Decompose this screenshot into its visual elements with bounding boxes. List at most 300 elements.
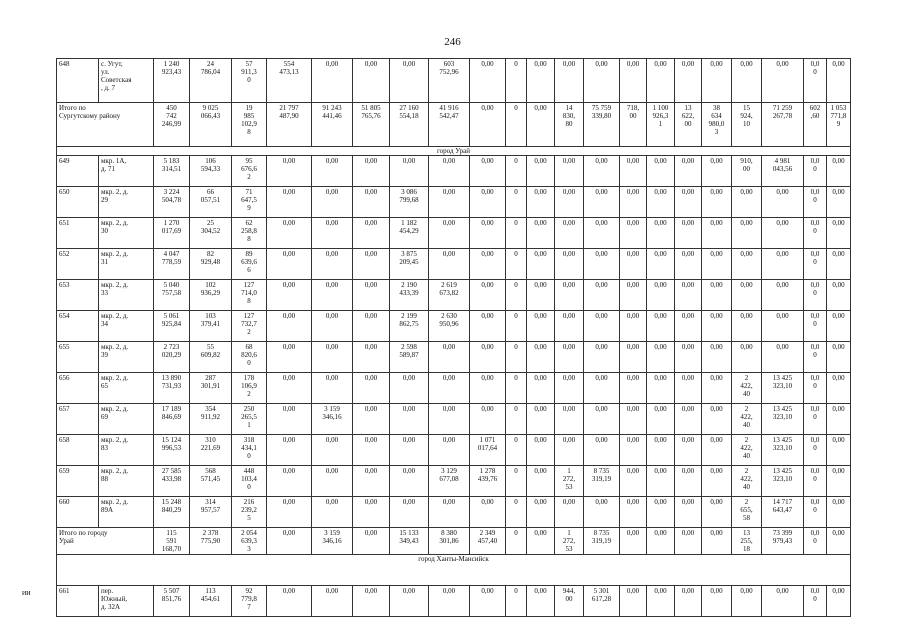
value-cell: 4 047 778,59: [154, 249, 190, 280]
value-cell: 0,00: [827, 373, 851, 404]
value-cell: 0,00: [312, 156, 353, 187]
footer-mark: ии: [22, 588, 31, 597]
value-cell: 19 985 102,9 8: [232, 103, 267, 147]
row-number-cell: 648: [57, 59, 99, 103]
value-cell: 0,00: [470, 59, 506, 103]
value-cell: 0,00: [732, 280, 762, 311]
value-cell: 718, 00: [620, 103, 647, 147]
value-cell: 0,0 0: [804, 156, 827, 187]
value-cell: 568 571,45: [190, 466, 232, 497]
value-cell: 0,00: [732, 249, 762, 280]
value-cell: 0,00: [647, 59, 675, 103]
value-cell: 0,00: [584, 249, 620, 280]
value-cell: 62 258,8 8: [232, 218, 267, 249]
value-cell: 0,00: [827, 249, 851, 280]
value-cell: 0,00: [353, 280, 390, 311]
value-cell: 0,00: [470, 103, 506, 147]
value-cell: 0,00: [702, 404, 732, 435]
value-cell: 0,00: [762, 342, 804, 373]
value-cell: 27 585 433,98: [154, 466, 190, 497]
value-cell: 115 591 168,70: [154, 528, 190, 555]
value-cell: 0,00: [827, 342, 851, 373]
value-cell: 0,00: [732, 586, 762, 617]
value-cell: 0,00: [620, 435, 647, 466]
value-cell: 0,00: [620, 528, 647, 555]
value-cell: 0,00: [620, 156, 647, 187]
value-cell: 13 255, 18: [732, 528, 762, 555]
value-cell: 0,00: [470, 373, 506, 404]
value-cell: 2 619 673,82: [429, 280, 470, 311]
value-cell: 14 830, 80: [555, 103, 584, 147]
value-cell: 92 779,8 7: [232, 586, 267, 617]
value-cell: 2 422, 40: [732, 435, 762, 466]
value-cell: 0,00: [267, 218, 312, 249]
value-cell: 2 054 639,3 3: [232, 528, 267, 555]
value-cell: 0,00: [353, 218, 390, 249]
value-cell: 1 278 439,76: [470, 466, 506, 497]
value-cell: 15 133 349,43: [390, 528, 429, 555]
value-cell: 0: [506, 404, 527, 435]
value-cell: 0,00: [702, 528, 732, 555]
value-cell: 0,00: [675, 528, 702, 555]
value-cell: 13 425 323,10: [762, 435, 804, 466]
value-cell: 0,00: [584, 59, 620, 103]
value-cell: 0,00: [827, 187, 851, 218]
value-cell: 0,00: [675, 311, 702, 342]
table-row: [57, 103, 851, 147]
address-cell: мкр. 2, д. 34: [99, 311, 154, 342]
value-cell: 0,00: [353, 497, 390, 528]
value-cell: 0,00: [267, 373, 312, 404]
page-number: 246: [444, 36, 461, 48]
value-cell: 3 224 504,78: [154, 187, 190, 218]
value-cell: 0,00: [353, 435, 390, 466]
value-cell: 0,00: [527, 528, 555, 555]
value-cell: 0,00: [702, 218, 732, 249]
row-number-cell: 655: [57, 342, 99, 373]
value-cell: 0,00: [527, 249, 555, 280]
address-cell: мкр. 2, д. 88: [99, 466, 154, 497]
value-cell: 0,00: [555, 404, 584, 435]
value-cell: 0,00: [827, 466, 851, 497]
value-cell: 0,00: [620, 218, 647, 249]
value-cell: 8 735 319,19: [584, 466, 620, 497]
value-cell: 8 735 319,19: [584, 528, 620, 555]
value-cell: 4 981 043,56: [762, 156, 804, 187]
value-cell: 0: [506, 187, 527, 218]
value-cell: 0,0 0: [804, 373, 827, 404]
value-cell: 0,00: [827, 528, 851, 555]
value-cell: 0,00: [827, 497, 851, 528]
value-cell: 2 349 457,40: [470, 528, 506, 555]
value-cell: 0: [506, 59, 527, 103]
value-cell: 5 183 314,51: [154, 156, 190, 187]
value-cell: 21 797 487,90: [267, 103, 312, 147]
table-body: [57, 59, 851, 617]
value-cell: 0,00: [647, 466, 675, 497]
address-cell: с. Угут, ул. Советская , д. 7: [99, 59, 154, 103]
value-cell: 0,00: [267, 280, 312, 311]
value-cell: 0,00: [390, 373, 429, 404]
total-label-cell: Итого по городу Урай: [57, 528, 154, 555]
value-cell: 0,0 0: [804, 249, 827, 280]
value-cell: 38 634 980,0 3: [702, 103, 732, 147]
value-cell: 0,00: [732, 187, 762, 218]
value-cell: 0,00: [584, 187, 620, 218]
value-cell: 3 159 346,16: [312, 404, 353, 435]
value-cell: 0,00: [390, 497, 429, 528]
value-cell: 82 929,48: [190, 249, 232, 280]
value-cell: 0,00: [675, 586, 702, 617]
value-cell: 0,00: [620, 59, 647, 103]
value-cell: 0,00: [647, 497, 675, 528]
value-cell: 1 053 771,8 9: [827, 103, 851, 147]
value-cell: 0,00: [827, 218, 851, 249]
row-number-cell: 650: [57, 187, 99, 218]
value-cell: 9 025 066,43: [190, 103, 232, 147]
address-cell: мкр. 2, д. 33: [99, 280, 154, 311]
value-cell: 0,00: [647, 280, 675, 311]
value-cell: 5 507 851,76: [154, 586, 190, 617]
value-cell: 0,00: [675, 342, 702, 373]
value-cell: 0,00: [675, 280, 702, 311]
value-cell: 14 717 643,47: [762, 497, 804, 528]
value-cell: 0,00: [675, 59, 702, 103]
value-cell: 0,00: [702, 342, 732, 373]
value-cell: 0,00: [702, 586, 732, 617]
value-cell: 0,00: [584, 497, 620, 528]
value-cell: 0,00: [429, 497, 470, 528]
table-row: [57, 218, 851, 249]
value-cell: 0,00: [527, 404, 555, 435]
value-cell: 0,00: [762, 218, 804, 249]
value-cell: 0,00: [647, 156, 675, 187]
value-cell: 51 805 765,76: [353, 103, 390, 147]
value-cell: 2 199 862,75: [390, 311, 429, 342]
value-cell: 0,0 0: [804, 466, 827, 497]
value-cell: 0,00: [429, 187, 470, 218]
value-cell: 448 103,4 0: [232, 466, 267, 497]
value-cell: 602 ,60: [804, 103, 827, 147]
value-cell: 0: [506, 435, 527, 466]
value-cell: 0,00: [675, 497, 702, 528]
row-number-cell: 657: [57, 404, 99, 435]
value-cell: 0,00: [312, 497, 353, 528]
value-cell: 0,00: [647, 311, 675, 342]
value-cell: 75 759 339,80: [584, 103, 620, 147]
table-row: [57, 311, 851, 342]
address-cell: мкр. 2, д. 83: [99, 435, 154, 466]
table-row: [57, 249, 851, 280]
value-cell: 0,00: [584, 435, 620, 466]
value-cell: 0,00: [527, 59, 555, 103]
value-cell: 0,0 0: [804, 280, 827, 311]
address-cell: мкр. 2, д. 65: [99, 373, 154, 404]
address-cell: мкр. 2, д. 39: [99, 342, 154, 373]
value-cell: 0,00: [312, 280, 353, 311]
value-cell: 0,00: [267, 435, 312, 466]
value-cell: 0,00: [429, 249, 470, 280]
value-cell: 0: [506, 311, 527, 342]
value-cell: 0,00: [620, 187, 647, 218]
value-cell: 15 924, 10: [732, 103, 762, 147]
value-cell: 0,00: [353, 466, 390, 497]
row-number-cell: 651: [57, 218, 99, 249]
value-cell: 0,00: [647, 342, 675, 373]
value-cell: 0,00: [429, 373, 470, 404]
value-cell: 0,00: [312, 435, 353, 466]
value-cell: 0: [506, 373, 527, 404]
value-cell: 0,0 0: [804, 311, 827, 342]
value-cell: 0,00: [312, 342, 353, 373]
address-cell: мкр. 2, д. 31: [99, 249, 154, 280]
value-cell: 2 422, 40: [732, 466, 762, 497]
value-cell: 0,00: [827, 280, 851, 311]
value-cell: 2 630 950,96: [429, 311, 470, 342]
value-cell: 0,00: [267, 586, 312, 617]
value-cell: 0,00: [470, 187, 506, 218]
value-cell: 0,00: [762, 280, 804, 311]
value-cell: 0: [506, 342, 527, 373]
value-cell: 0,00: [675, 249, 702, 280]
value-cell: 0,00: [584, 280, 620, 311]
value-cell: 0: [506, 466, 527, 497]
value-cell: 15 124 996,53: [154, 435, 190, 466]
value-cell: 0,00: [312, 373, 353, 404]
value-cell: 1 270 017,69: [154, 218, 190, 249]
value-cell: 91 243 441,46: [312, 103, 353, 147]
value-cell: 0,00: [675, 466, 702, 497]
value-cell: 0: [506, 249, 527, 280]
value-cell: 106 594,33: [190, 156, 232, 187]
table-row: [57, 156, 851, 187]
value-cell: 910, 00: [732, 156, 762, 187]
value-cell: 89 639,6 6: [232, 249, 267, 280]
value-cell: 0,00: [527, 342, 555, 373]
value-cell: 0,00: [267, 528, 312, 555]
value-cell: 2 378 775,90: [190, 528, 232, 555]
table-row: [57, 280, 851, 311]
value-cell: 2 422, 40: [732, 404, 762, 435]
value-cell: 0,00: [267, 249, 312, 280]
value-cell: 3 129 677,08: [429, 466, 470, 497]
value-cell: 0,00: [620, 586, 647, 617]
value-cell: 0,00: [267, 466, 312, 497]
value-cell: 0,00: [527, 280, 555, 311]
value-cell: 0,00: [647, 187, 675, 218]
value-cell: 0,00: [527, 466, 555, 497]
value-cell: 944, 00: [555, 586, 584, 617]
value-cell: 0,00: [470, 156, 506, 187]
value-cell: 318 434,1 0: [232, 435, 267, 466]
value-cell: 0,00: [555, 156, 584, 187]
value-cell: 13 425 323,10: [762, 404, 804, 435]
value-cell: 0,00: [267, 311, 312, 342]
data-table: [56, 58, 851, 617]
value-cell: 0,00: [675, 404, 702, 435]
value-cell: 0,0 0: [804, 59, 827, 103]
value-cell: 0,00: [429, 156, 470, 187]
value-cell: 0,00: [675, 187, 702, 218]
value-cell: 0,00: [353, 404, 390, 435]
value-cell: 0,00: [353, 586, 390, 617]
value-cell: 71 259 267,78: [762, 103, 804, 147]
table-row: [57, 435, 851, 466]
value-cell: 0,00: [312, 311, 353, 342]
value-cell: 0,00: [827, 404, 851, 435]
value-cell: 287 301,91: [190, 373, 232, 404]
value-cell: 0,00: [555, 497, 584, 528]
section-title: город Ханты-Мансийск: [57, 555, 851, 586]
value-cell: 0,00: [702, 156, 732, 187]
value-cell: 1 272, 53: [555, 466, 584, 497]
value-cell: 0,00: [353, 156, 390, 187]
value-cell: 0,00: [647, 528, 675, 555]
value-cell: 0,00: [555, 249, 584, 280]
value-cell: 103 379,41: [190, 311, 232, 342]
value-cell: 0,00: [429, 586, 470, 617]
table-row: [57, 373, 851, 404]
value-cell: 0,00: [702, 59, 732, 103]
value-cell: 310 221,69: [190, 435, 232, 466]
value-cell: 0,00: [584, 373, 620, 404]
value-cell: 0,00: [675, 373, 702, 404]
value-cell: 41 916 542,47: [429, 103, 470, 147]
value-cell: 3 875 209,45: [390, 249, 429, 280]
value-cell: 0,00: [470, 280, 506, 311]
value-cell: 0,00: [555, 59, 584, 103]
value-cell: 2 655, 58: [732, 497, 762, 528]
value-cell: 0,00: [353, 59, 390, 103]
table-row: [57, 528, 851, 555]
value-cell: 0,00: [732, 218, 762, 249]
value-cell: 0,00: [762, 586, 804, 617]
value-cell: 0,00: [620, 466, 647, 497]
section-header-row: [57, 147, 851, 156]
value-cell: 0,00: [702, 187, 732, 218]
value-cell: 354 911,92: [190, 404, 232, 435]
total-label-cell: Итого по Сургутскому району: [57, 103, 154, 147]
value-cell: 0,00: [827, 586, 851, 617]
address-cell: мкр. 2, д. 69: [99, 404, 154, 435]
value-cell: 0,00: [312, 249, 353, 280]
row-number-cell: 661: [57, 586, 99, 617]
row-number-cell: 652: [57, 249, 99, 280]
value-cell: 2 723 020,29: [154, 342, 190, 373]
value-cell: 5 061 925,84: [154, 311, 190, 342]
value-cell: 603 752,96: [429, 59, 470, 103]
value-cell: 13 425 323,10: [762, 373, 804, 404]
value-cell: 0,00: [620, 249, 647, 280]
value-cell: 0,00: [353, 342, 390, 373]
value-cell: 0,00: [647, 218, 675, 249]
value-cell: 2 598 589,87: [390, 342, 429, 373]
value-cell: 0,00: [390, 59, 429, 103]
value-cell: 73 399 979,43: [762, 528, 804, 555]
value-cell: 0,00: [527, 435, 555, 466]
value-cell: 0,00: [762, 249, 804, 280]
value-cell: 0,00: [390, 404, 429, 435]
address-cell: мкр. 1А, д. 71: [99, 156, 154, 187]
value-cell: 127 714,0 8: [232, 280, 267, 311]
value-cell: 0,00: [267, 404, 312, 435]
value-cell: 0,00: [584, 311, 620, 342]
table-row: [57, 59, 851, 103]
value-cell: 0,00: [429, 342, 470, 373]
value-cell: 0,00: [267, 156, 312, 187]
value-cell: 8 380 301,86: [429, 528, 470, 555]
value-cell: 0,00: [555, 280, 584, 311]
value-cell: 0,00: [762, 59, 804, 103]
value-cell: 13 890 731,93: [154, 373, 190, 404]
value-cell: 0,00: [555, 373, 584, 404]
value-cell: 0,00: [647, 435, 675, 466]
value-cell: 0,0 0: [804, 528, 827, 555]
table-row: [57, 187, 851, 218]
value-cell: 0,00: [555, 342, 584, 373]
value-cell: 0,00: [675, 218, 702, 249]
value-cell: 0,00: [267, 342, 312, 373]
value-cell: 3 159 346,16: [312, 528, 353, 555]
value-cell: 0,00: [620, 373, 647, 404]
value-cell: 0: [506, 497, 527, 528]
value-cell: 0,00: [267, 187, 312, 218]
value-cell: 0,00: [675, 435, 702, 466]
value-cell: 71 647,5 9: [232, 187, 267, 218]
value-cell: 2 422, 40: [732, 373, 762, 404]
value-cell: 0,0 0: [804, 497, 827, 528]
value-cell: 0,00: [470, 311, 506, 342]
row-number-cell: 654: [57, 311, 99, 342]
value-cell: 0,00: [312, 466, 353, 497]
row-number-cell: 658: [57, 435, 99, 466]
value-cell: 0,00: [312, 586, 353, 617]
value-cell: 0,00: [584, 156, 620, 187]
value-cell: 127 732,7 2: [232, 311, 267, 342]
value-cell: 0,00: [762, 187, 804, 218]
value-cell: 0,00: [555, 218, 584, 249]
value-cell: 216 239,2 5: [232, 497, 267, 528]
value-cell: 0,00: [732, 59, 762, 103]
value-cell: 0,00: [429, 404, 470, 435]
value-cell: 17 189 846,69: [154, 404, 190, 435]
value-cell: 68 820,6 0: [232, 342, 267, 373]
value-cell: 0,00: [312, 187, 353, 218]
value-cell: 0,00: [584, 404, 620, 435]
row-number-cell: 656: [57, 373, 99, 404]
value-cell: 0,00: [353, 528, 390, 555]
value-cell: 250 265,5 1: [232, 404, 267, 435]
value-cell: 2 190 433,39: [390, 280, 429, 311]
value-cell: 0,00: [470, 404, 506, 435]
row-number-cell: 653: [57, 280, 99, 311]
value-cell: 0,00: [527, 156, 555, 187]
value-cell: 0,00: [827, 311, 851, 342]
value-cell: 0,00: [675, 156, 702, 187]
value-cell: 113 454,61: [190, 586, 232, 617]
value-cell: 13 425 323,10: [762, 466, 804, 497]
value-cell: 0,00: [470, 497, 506, 528]
table-row: [57, 497, 851, 528]
value-cell: 0,00: [732, 311, 762, 342]
value-cell: 0,00: [267, 497, 312, 528]
section-title: город Урай: [57, 147, 851, 156]
table-row: [57, 586, 851, 617]
table-row: [57, 342, 851, 373]
value-cell: 0,00: [390, 586, 429, 617]
value-cell: 178 106,9 2: [232, 373, 267, 404]
value-cell: 0,00: [527, 218, 555, 249]
